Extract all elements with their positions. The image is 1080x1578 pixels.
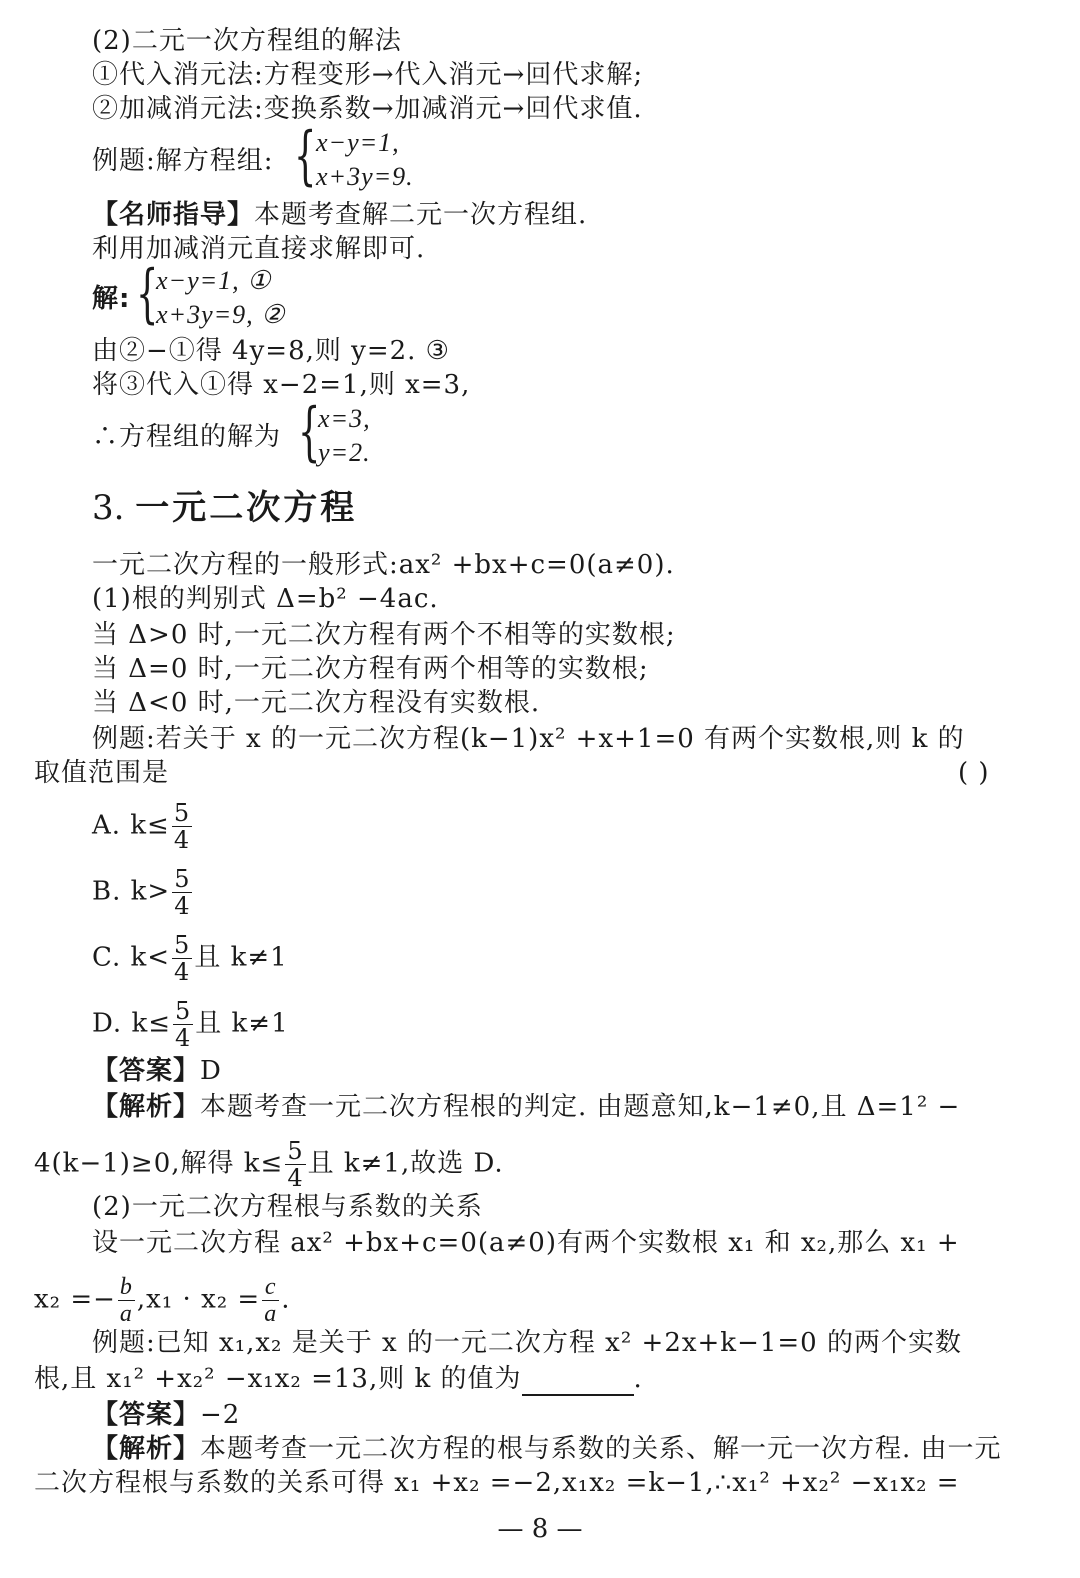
solution-step-1: 由②−①得 4y=8,则 y=2. ③ xyxy=(92,336,450,366)
guide-tag: 【名师指导】 xyxy=(92,200,255,230)
analysis-2-text: 本题考查一元二次方程的根与系数的关系、解一元一次方程. 由一元 xyxy=(200,1434,1002,1464)
vieta-line-1: 设一元二次方程 ax² +bx+c=0(a≠0)有两个实数根 x₁ 和 x₂,那么 x₁ + xyxy=(92,1228,960,1258)
option-b-text: B. k> xyxy=(92,876,171,907)
option-a-text: A. k≤ xyxy=(92,810,170,841)
option-d xyxy=(92,998,289,1051)
solution-brace: { xyxy=(136,257,159,331)
guide-text-2: 利用加减消元直接求解即可. xyxy=(92,234,426,264)
option-c xyxy=(92,932,288,985)
answer-tag: 【答案】 xyxy=(92,1400,201,1430)
answer-1 xyxy=(92,1054,222,1088)
vieta-line-2: x₂ =− $\frac{b}{a}$ ,x₁ · x₂ = $\frac{c}{a}$ . xyxy=(34,1274,291,1327)
option-c-text: C. k< xyxy=(92,942,171,973)
example-2-line-1: 例题:已知 x₁,x₂ 是关于 x 的一元二次方程 x² +2x+k−1=0 的两个实数 xyxy=(92,1328,962,1358)
answer-2-value: −2 xyxy=(200,1400,241,1430)
option-d-text: D. k≤ xyxy=(92,1008,171,1039)
conclusion-equation-2: y=2. xyxy=(318,438,371,467)
option-c-condition: 且 k≠1 xyxy=(194,942,288,973)
discriminant-case-positive: 当 Δ>0 时,一元二次方程有两个不相等的实数根; xyxy=(92,620,676,650)
answer-tag: 【答案】 xyxy=(92,1056,201,1086)
analysis-1-line-2 xyxy=(34,1138,504,1191)
fraction-b-over-a: $\frac{b}{a}$ xyxy=(119,1274,133,1327)
fraction-c-over-a: $\frac{c}{a}$ xyxy=(264,1274,278,1327)
teacher-guide xyxy=(92,198,587,232)
general-form: 一元二次方程的一般形式:ax² +bx+c=0(a≠0). xyxy=(92,550,675,580)
option-a xyxy=(92,800,194,853)
guide-text: 本题考查解二元一次方程组. xyxy=(254,200,588,230)
analysis-tag: 【解析】 xyxy=(92,1092,201,1122)
fraction-five-fourths: $\frac{5}{4}$ xyxy=(175,997,192,1052)
section-3-title: 一元二次方程 xyxy=(135,488,358,528)
example-2-line-2: 根,且 x₁² +x₂² −x₁x₂ =13,则 k 的值为 . xyxy=(34,1364,643,1394)
example-1-line-1: 例题:若关于 x 的一元二次方程(k−1)x² +x+1=0 有两个实数根,则 k 的 xyxy=(92,724,965,754)
option-b xyxy=(92,866,194,919)
section-3-number: 3. xyxy=(92,488,125,528)
vieta-product: ,x₁ · x₂ = xyxy=(136,1284,261,1315)
example-brace: { xyxy=(294,119,317,193)
discriminant-title: (1)根的判别式 Δ=b² −4ac. xyxy=(92,584,439,614)
vieta-sum: x₂ =− xyxy=(34,1284,116,1315)
analysis-1-text: 本题考查一元二次方程根的判定. 由题意知,k−1≠0,且 Δ=1² − xyxy=(200,1092,961,1122)
answer-1-value: D xyxy=(200,1056,222,1086)
vieta-title: (2)一元二次方程根与系数的关系 xyxy=(92,1192,483,1222)
option-d-condition: 且 k≠1 xyxy=(195,1008,289,1039)
example-1-line-2: 取值范围是 xyxy=(34,758,170,788)
discriminant-case-zero: 当 Δ=0 时,一元二次方程有两个相等的实数根; xyxy=(92,654,649,684)
solution-label: 解: xyxy=(92,284,131,314)
conclusion-equation-1: x=3, xyxy=(318,404,371,433)
answer-blank xyxy=(522,1370,634,1396)
conclusion-label: ∴方程组的解为 xyxy=(92,422,282,452)
analysis-2-line-2: 二次方程根与系数的关系可得 x₁ +x₂ =−2,x₁x₂ =k−1,∴x₁² +x₂² −x₁x₂ = xyxy=(34,1468,960,1498)
answer-2 xyxy=(92,1398,240,1432)
fraction-five-fourths: $\frac{5}{4}$ xyxy=(174,865,191,920)
solution-equation-2: x+3y=9, ② xyxy=(156,300,286,329)
example-equation-1: x−y=1, xyxy=(316,128,400,157)
solution-step-2: 将③代入①得 x−2=1,则 x=3, xyxy=(92,370,471,400)
analysis-2-line-1 xyxy=(92,1432,1002,1466)
method-elimination: ②加减消元法:变换系数→加减消元→回代求值. xyxy=(92,94,643,124)
method-substitution: ①代入消元法:方程变形→代入消元→回代求解; xyxy=(92,60,644,90)
fraction-five-fourths: $\frac{5}{4}$ xyxy=(173,799,191,854)
answer-paren: ( ) xyxy=(958,758,990,788)
fraction-five-fourths: $\frac{5}{4}$ xyxy=(174,931,191,986)
example-2-text: 根,且 x₁² +x₂² −x₁x₂ =13,则 k 的值为 xyxy=(34,1364,522,1394)
conclusion-brace: { xyxy=(298,395,321,469)
example-equation-2: x+3y=9. xyxy=(316,162,414,191)
analysis-1-line-1 xyxy=(92,1090,960,1124)
discriminant-case-negative: 当 Δ<0 时,一元二次方程没有实数根. xyxy=(92,688,541,718)
fraction-five-fourths: $\frac{5}{4}$ xyxy=(287,1137,304,1192)
section-3-heading xyxy=(92,486,357,530)
example-label: 例题:解方程组: xyxy=(92,146,274,176)
solution-equation-1: x−y=1, ① xyxy=(156,266,272,295)
section-2-title: (2)二元一次方程组的解法 xyxy=(92,26,402,56)
analysis-1-line-2-pre: 4(k−1)≥0,解得 k≤ xyxy=(34,1148,284,1179)
analysis-1-line-2-post: 且 k≠1,故选 D. xyxy=(307,1148,504,1179)
page-number: — 8 — xyxy=(497,1514,583,1544)
analysis-tag: 【解析】 xyxy=(92,1434,201,1464)
